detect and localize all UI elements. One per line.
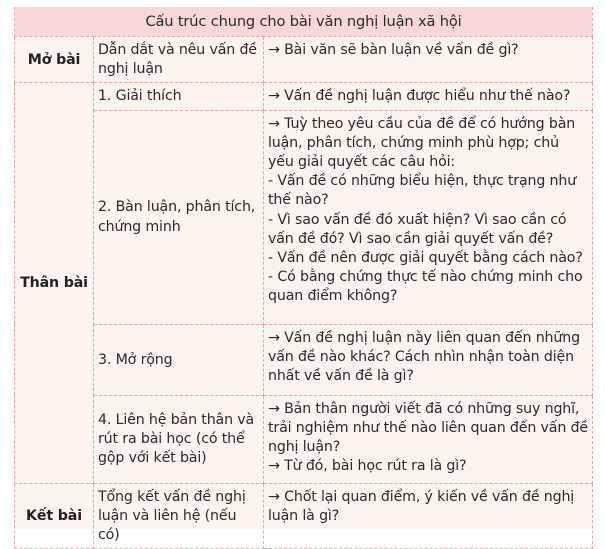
essay-structure-table <box>14 7 593 549</box>
step-cell-ban-luan: 2. Bàn luận, phân tích, chứng minh <box>94 110 264 324</box>
guide-cell-giai-thich <box>264 83 593 110</box>
guide-cell-ket-bai <box>264 483 593 549</box>
step-cell-mo-bai: Dẫn dắt và nêu vấn đề nghị luận <box>94 37 264 83</box>
guide-line: → Vấn đề nghị luận này liên quan đến những vấn đề nào khác? Cách nhìn nhận toàn diện nhất về vấn đề là gì? <box>268 329 580 385</box>
guide-line: → Từ đó, bài học rút ra là gì? <box>268 458 467 475</box>
guide-cell-lien-he <box>264 395 593 483</box>
guide-cell-ban-luan <box>264 110 593 324</box>
table-row-ban-luan <box>15 110 593 324</box>
table-row-mo-rong <box>15 324 593 395</box>
guide-line: - Vì sao vấn đề đó xuất hiện? Vì sao cần có vấn đề đó? Vì sao cần giải quyết vấn đề? <box>268 211 567 247</box>
table-header-row <box>15 7 593 37</box>
step-cell-ket-bai: Tổng kết vấn đề nghị luận và liên hệ (nếu có) <box>94 483 264 549</box>
step-cell-lien-he: 4. Liên hệ bản thân và rút ra bài học (có thể gộp với kết bài) <box>94 395 264 483</box>
essay-structure-sheet <box>14 7 592 544</box>
guide-line: → Tuỳ theo yêu cầu của đề để có hướng bàn luận, phân tích, chứng minh phù hợp; chủ yếu giải quyết các câu hỏi: <box>268 115 576 171</box>
guide-line: - Có bằng chứng thực tế nào chứng minh cho quan điểm không? <box>268 269 583 305</box>
section-label-ket-bai: Kết bài <box>15 483 94 549</box>
table-row-mo-bai <box>15 37 593 83</box>
guide-line: → Bản thân người viết đã có những suy nghĩ, trải nghiệm như thế nào liên quan đến vấn đề nghị luận? <box>268 400 588 456</box>
step-cell-mo-rong: 3. Mở rộng <box>94 324 264 395</box>
guide-cell-mo-bai <box>264 37 593 83</box>
section-label-mo-bai: Mở bài <box>15 37 94 83</box>
table-row-ket-bai <box>15 483 593 549</box>
guide-line: → Bài văn sẽ bàn luận về vấn đề gì? <box>268 42 519 58</box>
guide-line: - Vấn đề nên được giải quyết bằng cách nào? <box>268 250 583 267</box>
section-label-than-bai: Thân bài <box>15 83 94 483</box>
guide-cell-mo-rong <box>264 324 593 395</box>
step-cell-giai-thich: 1. Giải thích <box>94 83 264 110</box>
table-row-giai-thich <box>15 83 593 110</box>
table-title: Cấu trúc chung cho bài văn nghị luận xã hội <box>15 7 593 37</box>
guide-line: - Vấn đề có những biểu hiện, thực trạng như thế nào? <box>268 173 577 209</box>
table-row-lien-he <box>15 395 593 483</box>
guide-line: → Vấn đề nghị luận được hiểu như thế nào? <box>268 88 571 105</box>
guide-line: → Chốt lại quan điểm, ý kiến về vấn đề nghị luận là gì? <box>268 488 575 524</box>
